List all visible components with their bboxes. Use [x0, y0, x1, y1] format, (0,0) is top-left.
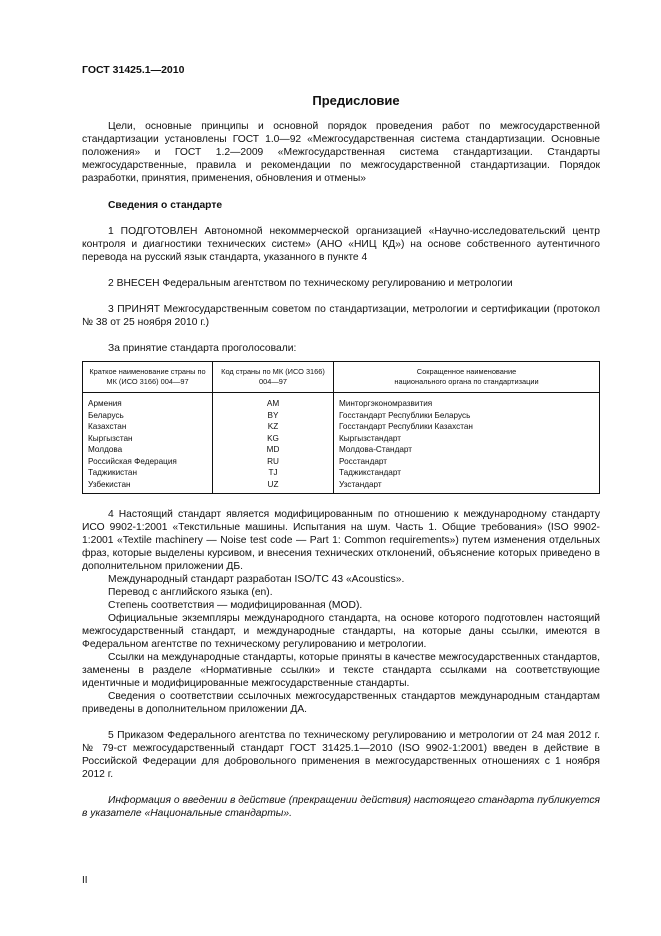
cell-country: Российская Федерация	[83, 456, 213, 468]
vote-label: За принятие стандарта проголосовали:	[108, 343, 297, 354]
page-number: II	[82, 875, 88, 886]
table-row	[83, 444, 600, 456]
cell-body: Узстандарт	[334, 479, 600, 494]
cell-code: UZ	[213, 479, 334, 494]
cell-country: Казахстан	[83, 421, 213, 433]
table-header-body: Сокращенное наименование национального органа по стандартизации	[334, 362, 600, 393]
cell-body: Минторгэкономразвития	[334, 393, 600, 410]
cell-body: Госстандарт Республики Беларусь	[334, 410, 600, 422]
cell-country: Армения	[83, 393, 213, 410]
item-4-para: Официальные экземпляры международного стандарта, на основе которого подготовлен настоящий межгосударственный стандарт, и международные стандарты, на которые даны ссылки, имеются в Федеральном агентстве по техническому регулированию и метрологии.	[82, 613, 600, 650]
table-row	[83, 421, 600, 433]
table-header-code: Код страны по МК (ИСО 3166) 004—97	[213, 362, 334, 393]
cell-body: Госстандарт Республики Казахстан	[334, 421, 600, 433]
cell-country: Таджикистан	[83, 467, 213, 479]
table-row	[83, 456, 600, 468]
cell-country: Кыргызстан	[83, 433, 213, 445]
section-subtitle: Сведения о стандарте	[108, 200, 223, 211]
table-row	[83, 467, 600, 479]
table-header-country: Краткое наименование страны по МК (ИСО 3166) 004—97	[83, 362, 213, 393]
cell-body: Таджикстандарт	[334, 467, 600, 479]
cell-body: Кыргызстандарт	[334, 433, 600, 445]
cell-country: Узбекистан	[83, 479, 213, 494]
item-4-para: Степень соответствия — модифицированная (MOD).	[108, 600, 363, 611]
cell-body: Росстандарт	[334, 456, 600, 468]
cell-code: BY	[213, 410, 334, 422]
table-row	[83, 479, 600, 494]
table-row	[83, 433, 600, 445]
cell-code: AM	[213, 393, 334, 410]
cell-code: TJ	[213, 467, 334, 479]
table-row	[83, 410, 600, 422]
cell-country: Беларусь	[83, 410, 213, 422]
intro-paragraph: Цели, основные принципы и основной порядок проведения работ по межгосударственной стандартизации установлены ГОСТ 1.0—92 «Межгосударственная система стандартизации. Основные положения» и ГОСТ 1.2—2009 «Межгосударственная система стандартизации. Стандарты межгосударственные, правила и рекомендации по межгосударственной стандартизации. Порядок разработки, принятия, применения, обновления и отмены»	[82, 121, 600, 184]
info-note: Информация о введении в действие (прекращении действия) настоящего стандарта публикуется в указателе «Национальные стандарты».	[82, 795, 600, 819]
item-2: 2 ВНЕСЕН Федеральным агентством по техническому регулированию и метрологии	[108, 278, 513, 289]
cell-code: RU	[213, 456, 334, 468]
table-row	[83, 393, 600, 410]
item-4-para: 4 Настоящий стандарт является модифицированным по отношению к международному стандарту ИСО 9902-1:2001 «Текстильные машины. Испытания на шум. Часть 1. Общие требования» (ISO 9902-1:2001 «Textile machinery — Noise test code — Part 1: Common requirements») путем изменения отдельных фраз, которые выделены курсивом, и внесения технических отклонений, объяснение которых приведено в дополнительном приложении ДБ.	[82, 509, 600, 572]
page-title: Предисловие	[312, 93, 400, 108]
item-4-para: Международный стандарт разработан ISO/TC 43 «Acoustics».	[108, 574, 405, 585]
cell-country: Молдова	[83, 444, 213, 456]
item-4	[82, 508, 600, 716]
item-1: 1 ПОДГОТОВЛЕН Автономной некоммерческой организацией «Научно-исследовательский центр контроля и диагностики технических систем» (АНО «НИЦ КД») на основе собственного аутентичного перевода на русский язык стандарта, указанного в пункте 4	[82, 226, 600, 263]
cell-code: KZ	[213, 421, 334, 433]
voting-table	[82, 361, 600, 494]
item-5: 5 Приказом Федерального агентства по техническому регулированию и метрологии от 24 мая 2012 г. № 79-ст межгосударственный стандарт ГОСТ 31425.1—2010 (ISO 9902-1:2001) введен в действие в Российской Федерации для добровольного применения в межгосударственных отношениях с 1 ноября 2012 г.	[82, 730, 600, 780]
cell-code: MD	[213, 444, 334, 456]
item-4-para: Сведения о соответствии ссылочных межгосударственных стандартов международным стандартам приведены в дополнительном приложении ДА.	[82, 691, 600, 715]
cell-body: Молдова-Стандарт	[334, 444, 600, 456]
document-header: ГОСТ 31425.1—2010	[82, 64, 185, 76]
item-4-para: Перевод с английского языка (en).	[108, 587, 273, 598]
item-4-para: Ссылки на международные стандарты, которые приняты в качестве межгосударственных стандартов, заменены в разделе «Нормативные ссылки» и тексте стандарта ссылками на соответствующие идентичные и модифицированные межгосударственные стандарты.	[82, 652, 600, 689]
cell-code: KG	[213, 433, 334, 445]
document-page	[82, 64, 600, 820]
item-3: 3 ПРИНЯТ Межгосударственным советом по стандартизации, метрологии и сертификации (протокол № 38 от 25 ноября 2010 г.)	[82, 304, 600, 328]
